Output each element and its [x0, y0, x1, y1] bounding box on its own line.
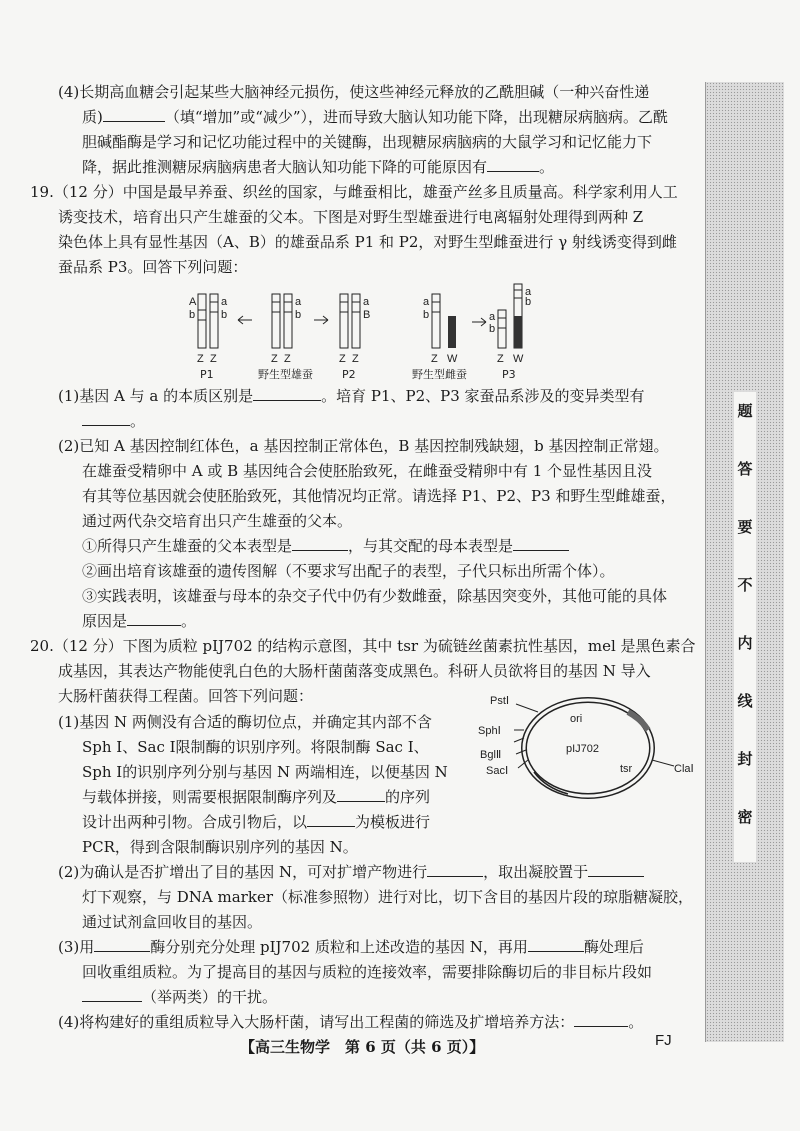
seal-text: 要	[737, 518, 753, 536]
z-label: Z	[197, 353, 204, 365]
q19-part2-line4: 通过两代杂交培育出只产生雄蚕的父本。	[82, 512, 353, 530]
z-label: Z	[352, 353, 359, 365]
seal-text: 答	[737, 460, 753, 478]
seal-text: 线	[737, 692, 753, 710]
q19-part2-sub2: ②画出培育该雄蚕的遗传图解（不要求写出配子的表型，子代只标出所需个体）。	[82, 562, 615, 580]
q20-part1-line6: PCR，得到含限制酶识别序列的基因 N。	[82, 838, 358, 856]
chromosome-figure	[180, 282, 560, 382]
gene-label: a	[489, 311, 496, 323]
q20-part1-line5: 设计出两种引物。合成引物后，以 为模板进行	[82, 813, 431, 831]
answer-blank[interactable]	[103, 107, 165, 122]
answer-blank[interactable]	[94, 937, 150, 952]
q19-part2-sub1: ①所得只产生雄蚕的父本表型是 ，与其交配的母本表型是	[82, 536, 569, 556]
q19-stem-line4: 蚕品系 P3。回答下列问题：	[58, 258, 248, 276]
q19-part1: (1)基因 A 与 a 的本质区别是 。培育 P1、P2、P3 家蚕品系涉及的变异类型有	[58, 387, 645, 405]
q20-part1-line4: 与载体拼接，则需要根据限制酶序列及 的序列	[82, 788, 431, 806]
q20-part3-line2: 回收重组质粒。为了提高目的基因与质粒的连接效率，需要排除酶切后的非目标片段如	[82, 963, 653, 981]
caption-p2: P2	[342, 368, 356, 381]
answer-blank[interactable]	[427, 862, 483, 877]
answer-blank[interactable]	[127, 611, 181, 626]
gene-label: b	[295, 309, 302, 321]
answer-blank[interactable]	[588, 862, 644, 877]
q20-stem-line2: 成基因，其表达产物能使乳白色的大肠杆菌菌落变成黑色。科研人员欲将目的基因 N 导入	[58, 662, 651, 680]
z-label: Z	[431, 353, 438, 365]
answer-blank[interactable]	[307, 812, 355, 827]
answer-blank[interactable]	[574, 1012, 628, 1027]
q20-part2-line1: (2)为确认是否扩增出了目的基因 N，可对扩增产物进行 ，取出凝胶置于	[58, 862, 644, 882]
q19-stem-line2: 诱变技术，培育出只产生雄蚕的父本。下图是对野生型雄蚕进行电离辐射处理得到两种 Z	[58, 208, 644, 226]
w-label: W	[513, 353, 524, 365]
plasmid-site: ClaⅠ	[674, 763, 694, 775]
caption-wild-male: 野生型雄蚕	[258, 368, 313, 381]
answer-blank[interactable]	[82, 411, 130, 426]
gene-label: b	[489, 323, 496, 335]
z-label: Z	[339, 353, 346, 365]
q19-part1-line2: 。	[82, 411, 145, 431]
z-label: Z	[271, 353, 278, 365]
q19-part2-sub3: ③实践表明，该雄蚕与母本的杂交子代中仍有少数雌蚕，除基因突变外，其他可能的具体	[82, 587, 668, 605]
q18-part4-line2: 质) （填“增加”或“减少”），进而导致大脑认知功能下降，出现糖尿病脑病。乙酰	[82, 108, 669, 126]
seal-text: 内	[737, 634, 753, 652]
q20-part1-line3: Sph Ⅰ的识别序列分别与基因 N 两端相连，以便基因 N	[82, 763, 448, 781]
q20-stem-line1: 20.（12 分）下图为质粒 pIJ702 的结构示意图，其中 tsr 为硫链丝菌素抗性基因，mel 是黑色素合	[30, 637, 696, 655]
z-label: Z	[497, 353, 504, 365]
seal-line-strip	[734, 392, 756, 862]
gene-label: a	[363, 296, 370, 308]
gene-label: b	[221, 309, 228, 321]
gene-label: A	[189, 296, 197, 308]
q18-part4-line1: (4)长期高血糖会引起某些大脑神经元损伤，使这些神经元释放的乙酰胆碱（一种兴奋性递	[58, 83, 650, 101]
footer-code: FJ	[655, 1032, 672, 1049]
answer-blank[interactable]	[487, 157, 539, 172]
plasmid-diagram	[478, 690, 698, 820]
answer-blank[interactable]	[292, 536, 348, 551]
q20-part1-line1: (1)基因 N 两侧没有合适的酶切位点，并确定其内部不含	[58, 713, 432, 731]
w-label: W	[447, 353, 458, 365]
q20-part3-line1: (3)用 酶分别充分处理 pIJ702 质粒和上述改造的基因 N，再用 酶处理后	[58, 938, 644, 956]
q19-part2-sub3-line2: 原因是 。	[82, 612, 197, 630]
caption-wild-female: 野生型雌蚕	[412, 368, 467, 381]
gene-label: b	[189, 309, 196, 321]
q19-part2-line1: (2)已知 A 基因控制红体色，a 基因控制正常体色，B 基因控制残缺翅，b 基因控制正常翅。	[58, 437, 669, 455]
caption-p1: P1	[200, 368, 214, 381]
seal-text: 密	[737, 808, 753, 826]
answer-blank[interactable]	[82, 987, 142, 1002]
plasmid-name: pIJ702	[566, 743, 600, 755]
plasmid-site: PstⅠ	[490, 695, 510, 707]
seal-text: 不	[737, 576, 753, 594]
q20-part2-line3: 通过试剂盒回收目的基因。	[82, 913, 263, 931]
gene-label: a	[221, 296, 228, 308]
z-label: Z	[284, 353, 291, 365]
answer-blank[interactable]	[337, 787, 385, 802]
plasmid-site: SacⅠ	[486, 765, 509, 777]
q20-part1-line2: Sph Ⅰ、Sac Ⅰ限制酶的识别序列。将限制酶 Sac Ⅰ、	[82, 738, 429, 756]
q19-stem-line1: 19.（12 分）中国是最早养蚕、织丝的国家，与雌蚕相比，雄蚕产丝多且质量高。科学家利用人工	[30, 183, 678, 201]
caption-p3: P3	[502, 368, 516, 381]
q20-part2-line2: 灯下观察，与 DNA marker（标准参照物）进行对比，切下含目的基因片段的琼脂糖凝胶，	[82, 888, 693, 906]
seal-text: 题	[737, 402, 753, 420]
q20-stem-line3: 大肠杆菌获得工程菌。回答下列问题：	[58, 687, 314, 705]
gene-label: a	[295, 296, 302, 308]
seal-text: 封	[737, 750, 753, 768]
q18-part4-line3: 胆碱酯酶是学习和记忆功能过程中的关键酶，出现糖尿病脑病的大鼠学习和记忆能力下	[82, 133, 653, 151]
plasmid-site: ori	[570, 713, 583, 725]
plasmid-site: tsr	[620, 763, 633, 775]
q19-stem-line3: 染色体上具有显性基因（A、B）的雄蚕品系 P1 和 P2，对野生型雌蚕进行 γ 射线诱变得到雌	[58, 233, 677, 251]
plasmid-site: SphⅠ	[478, 725, 501, 737]
answer-blank[interactable]	[253, 386, 321, 401]
gene-label: a	[423, 296, 430, 308]
answer-blank[interactable]	[528, 937, 584, 952]
seal-line-sidebar	[705, 82, 784, 1042]
gene-label: b	[525, 296, 532, 308]
q19-part2-line3: 有其等位基因就会使胚胎致死，其他情况均正常。请选择 P1、P2、P3 和野生型雌雄蚕，	[82, 487, 676, 505]
q20-part3-line3: （举两类）的干扰。	[82, 987, 277, 1007]
q20-part4: (4)将构建好的重组质粒导入大肠杆菌，请写出工程菌的筛选及扩增培养方法： 。	[58, 1013, 644, 1031]
gene-label: B	[363, 309, 371, 321]
z-label: Z	[210, 353, 217, 365]
answer-blank[interactable]	[513, 536, 569, 551]
gene-label: a	[525, 286, 532, 298]
page-footer: 【高三生物学 第 6 页（共 6 页）】	[240, 1038, 485, 1056]
plasmid-site: BglⅡ	[480, 749, 502, 761]
gene-label: b	[423, 309, 430, 321]
q18-part4-line4: 降，据此推测糖尿病脑病患者大脑认知功能下降的可能原因有 。	[82, 158, 555, 176]
q19-part2-line2: 在雄蚕受精卵中 A 或 B 基因纯合会使胚胎致死，在雌蚕受精卵中有 1 个显性基因且没	[82, 462, 653, 480]
